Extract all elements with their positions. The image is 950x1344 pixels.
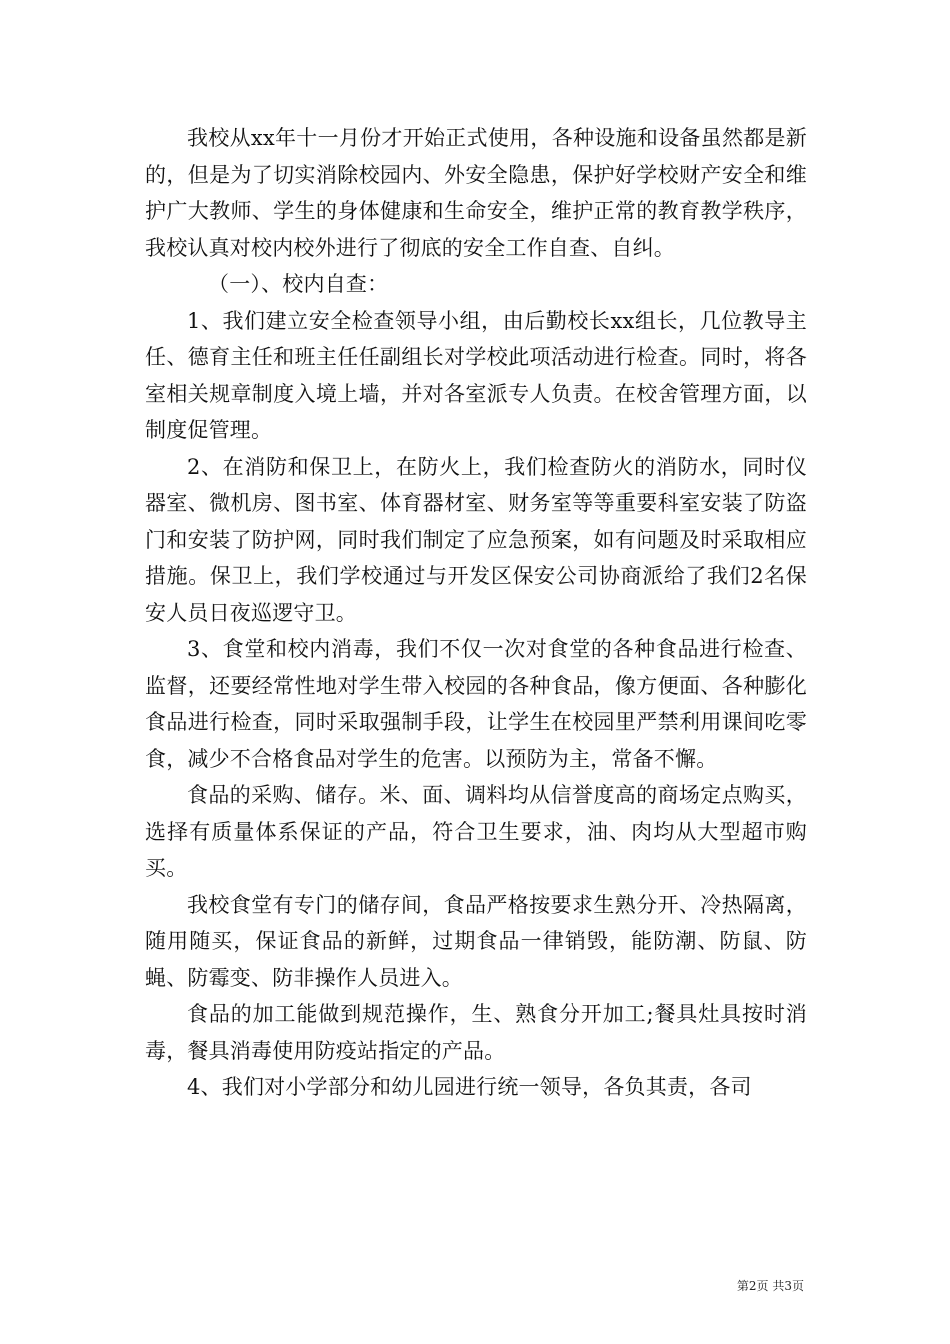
document-body <box>145 120 807 1106</box>
page-number-footer <box>737 1277 804 1294</box>
paragraph-food-purchase: 食品的采购、储存。米、面、调料均从信誉度高的商场定点购买，选择有质量体系保证的产品，符合卫生要求，油、肉均从大型超市购买。 <box>145 783 807 880</box>
paragraph-item-2: 2、在消防和保卫上，在防火上，我们检查防火的消防水，同时仪器室、微机房、图书室、体育器材室、财务室等等重要科室安装了防盗门和安装了防护网，同时我们制定了应急预案，如有问题及时采取相应措施。保卫上，我们学校通过与开发区保安公司协商派给了我们2名保安人员日夜巡逻守卫。 <box>145 454 807 625</box>
paragraph-item-1: 1、我们建立安全检查领导小组，由后勤校长xx组长，几位教导主任、德育主任和班主任任副组长对学校此项活动进行检查。同时，将各室相关规章制度入境上墙，并对各室派专人负责。在校舍管理方面，以制度促管理。 <box>145 308 807 442</box>
paragraph-intro: 我校从xx年十一月份才开始正式使用，各种设施和设备虽然都是新的，但是为了切实消除校园内、外安全隐患，保护好学校财产安全和维护广大教师、学生的身体健康和生命安全，维护正常的教育教学秩序，我校认真对校内校外进行了彻底的安全工作自查、自纠。 <box>145 126 807 260</box>
paragraph-food-storage: 我校食堂有专门的储存间，食品严格按要求生熟分开、冷热隔离，随用随买，保证食品的新鲜，过期食品一律销毁，能防潮、防鼠、防蝇、防霉变、防非操作人员进入。 <box>145 892 807 990</box>
paragraph-item-4: 4、我们对小学部分和幼儿园进行统一领导，各负其责，各司 <box>187 1075 752 1099</box>
paragraph-item-3: 3、食堂和校内消毒，我们不仅一次对食堂的各种食品进行检查、监督，还要经常性地对学生带入校园的各种食品，像方便面、各种膨化食品进行检查，同时采取强制手段，让学生在校园里严禁利用课间吃零食，减少不合格食品对学生的危害。以预防为主，常备不懈。 <box>145 637 807 771</box>
page-number-text: 第2页 共3页 <box>736 1279 804 1293</box>
paragraph-food-processing: 食品的加工能做到规范操作，生、熟食分开加工;餐具灶具按时消毒，餐具消毒使用防疫站指定的产品。 <box>145 1002 807 1063</box>
section-heading-campus-self-check: （一）、校内自查： <box>208 272 389 296</box>
